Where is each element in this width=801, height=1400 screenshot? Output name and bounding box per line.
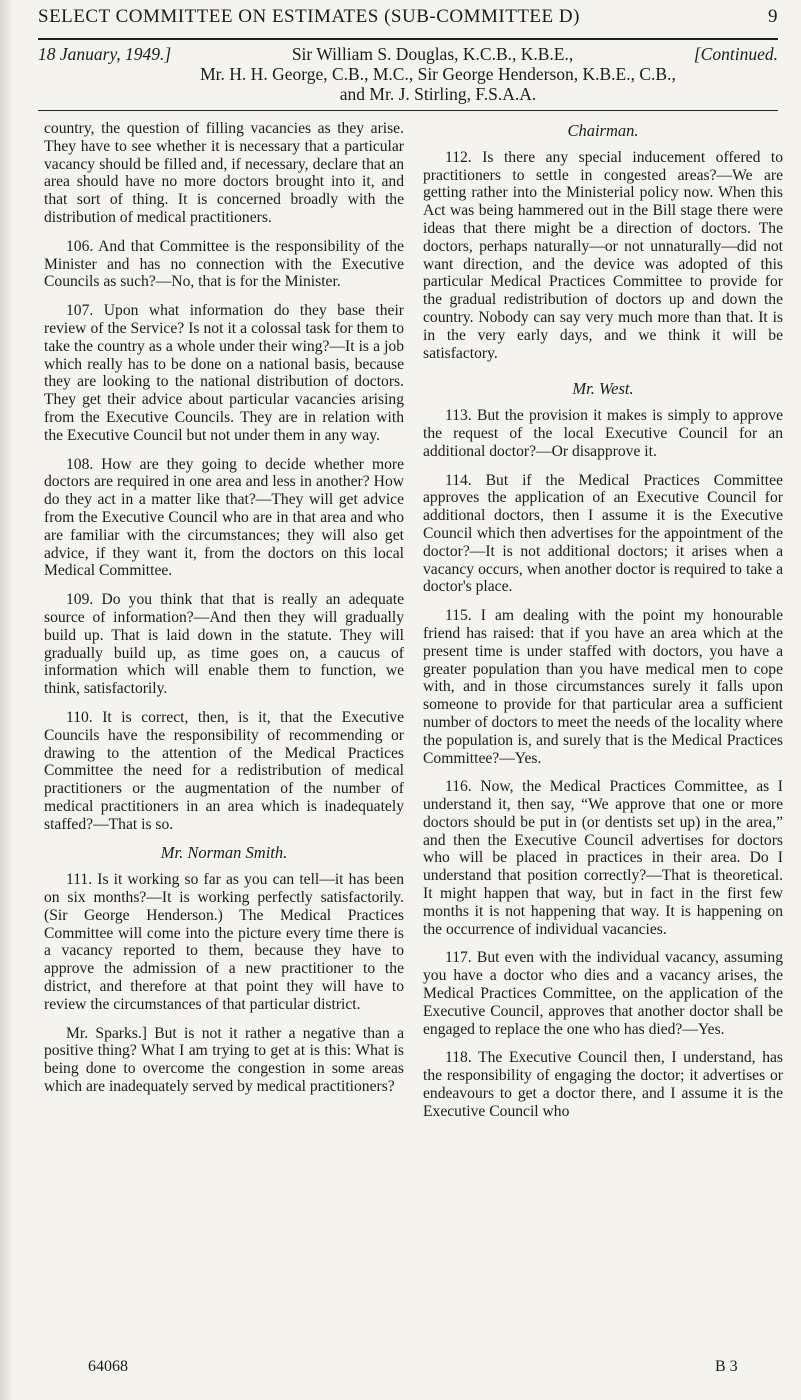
question-115: 115. I am dealing with the point my honourable friend has raised: that if you have an area which at the present time is under staffed with doctors, you have a greater population than you have medical men to cope with, and in those circumstances surely it falls upon someone to provide for that particular area a sufficient number of doctors to meet the needs of the locality where the population is, and surely that is the Medical Practices Committee?—Yes. bbox=[423, 607, 783, 767]
header-rule bbox=[38, 38, 778, 40]
question-109: 109. Do you think that that is really an adequate source of information?—And then they will gradually build up. That is laid down in the statute. They will gradually build up, as time goes on, a caucus of information which will enable them to function, we think, satisfactorily. bbox=[44, 591, 404, 698]
question-111: 111. Is it working so far as you can tell—it has been on six months?—It is working perfectly satisfactorily. (Sir George Henderson.) The Medical Practices Committee will come into the picture every time there is a vacancy reported to them, because they have to approve the admission of a new practitioner to the district, and therefore at that point they will have to review the circumstances of that particular district. bbox=[44, 871, 404, 1013]
continued-label: [Continued. bbox=[693, 44, 778, 64]
sparks-text: But is not it rather a negative than a positive thing? What I am trying to get at is this: What is being done to overcome the congestion in some areas which are inadequately served by medical practitioners? bbox=[44, 1024, 404, 1096]
question-117: 117. But even with the individual vacancy, assuming you have a doctor who dies and a vacancy arises, the Medical Practices Committee, on the application of the Executive Council, approves that another doctor shall be engaged to replace the one who has died?—Yes. bbox=[423, 949, 783, 1038]
page-number: 9 bbox=[768, 6, 778, 27]
sparks-interjection bbox=[44, 1025, 404, 1096]
question-107: 107. Upon what information do they base their review of the Service? Is not it a colossal task for them to take the country as a whole under their wing?—It is a job which really has to be done on a national basis, because they are looking to the national distribution of doctors. They get their advice about particular vacancies arising from the Executive Councils. They are in relation with the Executive Council but not under them in any way. bbox=[44, 302, 404, 444]
question-118: 118. The Executive Council then, I understand, has the responsibility of engaging the doctor; it advertises or endeavours to get a doctor there, and I assume it is the Executive Council who bbox=[423, 1049, 783, 1120]
speaker-heading-west: Mr. West. bbox=[572, 379, 634, 399]
header-title: SELECT COMMITTEE ON ESTIMATES (SUB-COMMITTEE D) bbox=[38, 6, 580, 27]
print-code: 64068 bbox=[88, 1358, 128, 1375]
right-column bbox=[423, 120, 783, 1132]
left-column bbox=[44, 120, 404, 1107]
witness-rule bbox=[38, 110, 778, 111]
paragraph-continued: country, the question of filling vacancies as they arise. They have to see whether it is necessary that a particular vacancy should be filled and, if necessary, declare that an area should have no more doctors brought into it, and that sort of thing. It is concerned broadly with the distribution of medical practitioners. bbox=[44, 120, 404, 226]
question-114: 114. But if the Medical Practices Committee approves the application of an Executive Council for additional doctors, then I assume it is the Executive Council which then advertises for the appointment of the doctor?—It is not additional doctors; it arises when a vacancy occurs, when another doctor is required to take a doctor's place. bbox=[423, 471, 783, 596]
question-113: 113. But the provision it makes is simply to approve the request of the local Executive Council for an additional doctor?—Or disapprove it. bbox=[423, 407, 783, 460]
running-header bbox=[38, 6, 778, 28]
question-110: 110. It is correct, then, is it, that the Executive Councils have the responsibility of recommending or drawing to the attention of the Medical Practices Committee the need for a redistribution of medical practitioners or the augmentation of the number of medical practitioners in an area which is inadequately staffed?—That is so. bbox=[44, 708, 404, 833]
signature-mark: B 3 bbox=[715, 1358, 738, 1375]
speaker-heading-smith: Mr. Norman Smith. bbox=[160, 843, 288, 863]
page-edge-shadow bbox=[0, 0, 14, 1400]
witness-block bbox=[38, 44, 778, 104]
witnesses-line-1: Sir William S. Douglas, K.C.B., K.B.E., bbox=[291, 44, 574, 64]
question-108: 108. How are they going to decide whether more doctors are required in one area and less in another? How do they act in a matter like that?—They will get advice from the Executive Council who are in that area and who are familiar with the circumstances; they will also get advice, if they want it, from the doctors on this local Medical Committee. bbox=[44, 455, 404, 580]
sitting-date: 18 January, 1949.] bbox=[38, 44, 172, 64]
question-116: 116. Now, the Medical Practices Committee, as I understand it, then say, “We approve that one or more doctors should be put in (or dentists set up) in the area,” and then the Executive Council advertises for doctors who will be placed in practices in their area. Do I understand that position correctly?—That is theoretical. It might happen that way, but in fact in the first few months it is not happening that way. It is happening on the occurrence of individual vacancies. bbox=[423, 778, 783, 938]
witnesses-line-3: and Mr. J. Stirling, F.S.A.A. bbox=[339, 84, 537, 104]
speaker-heading-chairman: Chairman. bbox=[567, 121, 639, 140]
question-112: 112. Is there any special inducement offered to practitioners to settle in congested areas?—We are getting rather into the Ministerial policy now. When this Act was being hammered out in the Bill stage there were ideas that there might be a direction of doctors. The doctors, perhaps naturally—or not unnaturally—did not want direction, and the device was adopted of this particular Medical Practices Committee to provide for the gradual redistribution of doctors up and down the country. Nobody can say very much more than that. It is in the very early days, and we think it will be satisfactory. bbox=[423, 148, 783, 362]
speaker-sparks: Mr. Sparks.] bbox=[66, 1024, 147, 1042]
question-106: 106. And that Committee is the responsibility of the Minister and has no connection with the Executive Councils as such?—No, that is for the Minister. bbox=[44, 237, 404, 291]
witnesses-line-2: Mr. H. H. George, C.B., M.C., Sir George Henderson, K.B.E., C.B., bbox=[200, 64, 676, 84]
